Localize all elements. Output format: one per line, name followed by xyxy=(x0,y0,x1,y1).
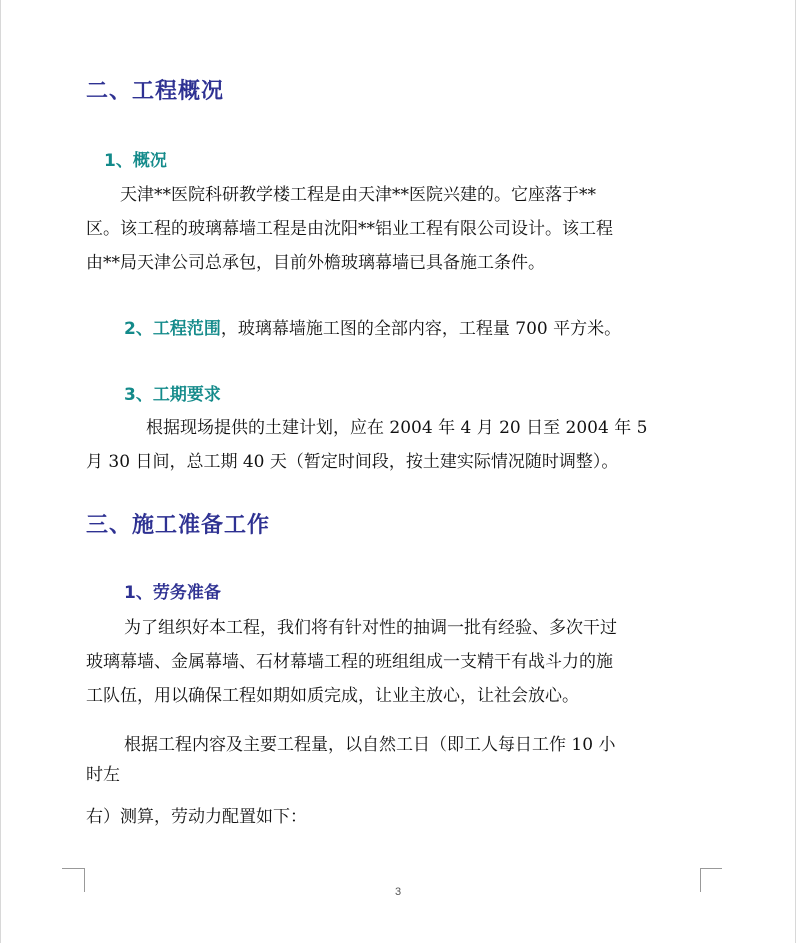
scope-paragraph xyxy=(124,314,621,339)
paragraph-line: 由**局天津公司总承包，目前外檐玻璃幕墙已具备施工条件。 xyxy=(86,253,545,273)
subheading-labor: 1、劳务准备 xyxy=(124,583,221,603)
subheading-schedule: 3、工期要求 xyxy=(124,385,221,405)
paragraph-line: 右）测算，劳动力配置如下： xyxy=(86,807,307,827)
paragraph-line: 时左 xyxy=(86,765,120,785)
paragraph-line: 工队伍，用以确保工程如期如质完成，让业主放心，让社会放心。 xyxy=(86,686,579,706)
section-heading-overview: 二、工程概况 xyxy=(86,79,225,104)
subheading-overview: 1、概况 xyxy=(104,151,167,171)
scope-text: ，玻璃幕墙施工图的全部内容，工程量 700 平方米。 xyxy=(220,319,622,339)
paragraph-line: 为了组织好本工程，我们将有针对性的抽调一批有经验、多次干过 xyxy=(124,618,617,638)
section-heading-preparation: 三、施工准备工作 xyxy=(86,513,271,538)
paragraph-line: 月 30 日间，总工期 40 天（暂定时间段，按土建实际情况随时调整）。 xyxy=(86,452,619,472)
paragraph-line: 区。该工程的玻璃幕墙工程是由沈阳**铝业工程有限公司设计。该工程 xyxy=(86,219,613,239)
page-number: 3 xyxy=(394,886,402,898)
crop-mark-left-h xyxy=(62,868,84,869)
paragraph-line: 根据现场提供的土建计划，应在 2004 年 4 月 20 日至 2004 年 5 xyxy=(146,418,648,438)
paragraph-line: 天津**医院科研教学楼工程是由天津**医院兴建的。它座落于** xyxy=(120,185,596,205)
paragraph-line: 根据工程内容及主要工程量，以自然工日（即工人每日工作 10 小 xyxy=(124,735,616,755)
crop-mark-right-h xyxy=(700,868,722,869)
subheading-scope: 2、工程范围 xyxy=(124,319,221,339)
paragraph-line: 玻璃幕墙、金属幕墙、石材幕墙工程的班组组成一支精干有战斗力的施 xyxy=(86,652,613,672)
page-left-edge xyxy=(0,0,1,943)
